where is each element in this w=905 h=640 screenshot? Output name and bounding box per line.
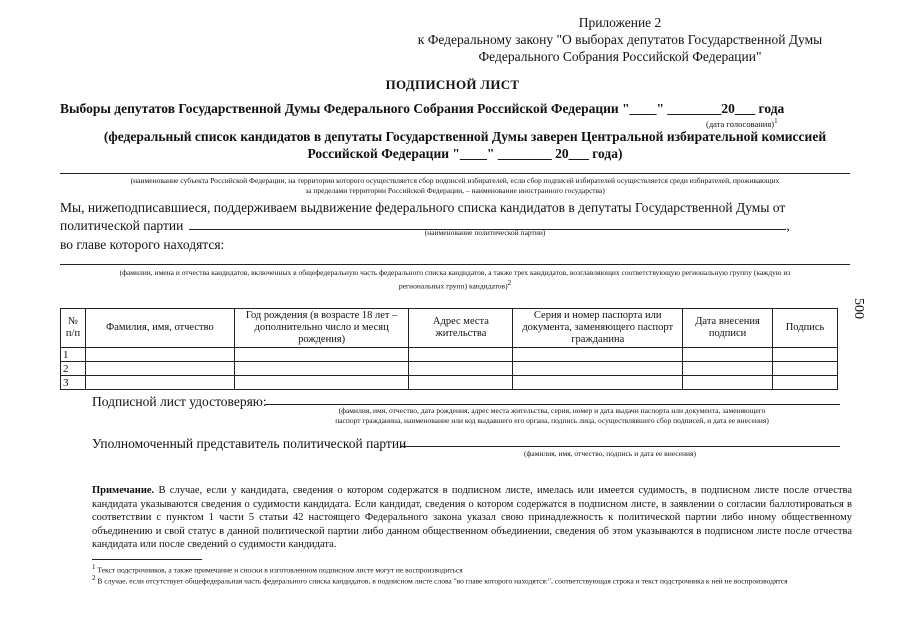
support-line1: Мы, нижеподписавшиеся, поддерживаем выдвижение федерального списка кандидатов в депутаты Государственной Думы от bbox=[60, 200, 786, 215]
table-row bbox=[61, 376, 838, 390]
note-paragraph bbox=[92, 484, 852, 552]
elections-line: Выборы депутатов Государственной Думы Федерального Собрания Российской Федерации "____" ________20___ года bbox=[60, 101, 785, 116]
candidates-field-line[interactable] bbox=[60, 264, 850, 265]
footnote-1: $^1$ Текст подстрочников, а также примечание и сноски в изготовленном подписном листе могут не воспроизводиться bbox=[92, 563, 463, 575]
row-number: 3 bbox=[61, 376, 86, 390]
note-text: В случае, если у кандидата, сведения о котором содержатся в подписном листе, имелась или имеется судимость, в подписном листе после отчества кандидата указываются сведения о судимости кандидата. Если кандидат, сведения о котором содержатся в подписном листе, в заявлении о согласии баллотироваться в соответствии с пунктом 1 части 5 статьи 42 настоящего Федерального закона указал свою принадлежность к политической партии либо иному общественному объединению и свой статус в данной политической партии либо данном общественном объединении, сведения об этом указываются в подписном листе после отчества кандидата или после сведений о судимости кандидата. bbox=[92, 485, 853, 550]
cell-signature[interactable] bbox=[773, 362, 838, 376]
support-line2: политической партии , bbox=[60, 218, 790, 233]
table-row bbox=[61, 348, 838, 362]
signatures-table bbox=[60, 308, 838, 390]
cell-birth-year[interactable] bbox=[234, 376, 409, 390]
col-full-name: Фамилия, имя, отчество bbox=[85, 309, 234, 348]
row-number: 2 bbox=[61, 362, 86, 376]
col-signature-date: Дата внесения подписи bbox=[683, 309, 773, 348]
cell-signature[interactable] bbox=[773, 348, 838, 362]
federal-list-line1: (федеральный список кандидатов в депутаты Государственной Думы заверен Центральной избирательной комиссией bbox=[103, 129, 827, 144]
cell-address[interactable] bbox=[409, 362, 513, 376]
table-header-row bbox=[61, 309, 838, 348]
representative-caption: (фамилия, имя, отчество, подпись и дата ее внесения) bbox=[524, 449, 696, 458]
appendix-line2: к Федеральному закону "О выборах депутатов Государственной Думы bbox=[417, 32, 823, 47]
document-title: ПОДПИСНОЙ ЛИСТ bbox=[385, 77, 520, 92]
cell-address[interactable] bbox=[409, 376, 513, 390]
col-number: № п/п bbox=[61, 309, 86, 348]
col-signature: Подпись bbox=[773, 309, 838, 348]
cell-full-name[interactable] bbox=[85, 348, 234, 362]
col-address: Адрес места жительства bbox=[409, 309, 513, 348]
representative-label: Уполномоченный представитель политической партии bbox=[92, 436, 407, 451]
leaders-label: во главе которого находятся: bbox=[60, 237, 225, 252]
cell-full-name[interactable] bbox=[85, 376, 234, 390]
cell-full-name[interactable] bbox=[85, 362, 234, 376]
federal-list-line2: Российской Федерации "____" ________ 20___ года) bbox=[307, 146, 623, 161]
cell-address[interactable] bbox=[409, 348, 513, 362]
certify-label: Подписной лист удостоверяю: bbox=[92, 394, 267, 409]
appendix-line1: Приложение 2 bbox=[578, 15, 662, 30]
cell-passport[interactable] bbox=[513, 348, 683, 362]
col-birth-year: Год рождения (в возрасте 18 лет – дополнительно число и месяц рождения) bbox=[234, 309, 409, 348]
federal-list-note bbox=[70, 128, 860, 162]
candidates-caption: (фамилии, имена и отчества кандидатов, включенных в общефедеральную часть федерального списка кандидатов, а также трех кандидатов, возглавляющих соответствующую региональную группу (каждую из региональных групп) кандидатов)$^2$ bbox=[119, 268, 791, 291]
row-number: 1 bbox=[61, 348, 86, 362]
cell-birth-year[interactable] bbox=[234, 348, 409, 362]
table-row bbox=[61, 362, 838, 376]
cell-birth-year[interactable] bbox=[234, 362, 409, 376]
cell-signature[interactable] bbox=[773, 376, 838, 390]
note-label: Примечание. bbox=[92, 485, 155, 496]
subject-caption: (наименование субъекта Российской Федерации, на территории которого осуществляется сбор подписей избирателей, если сбор подписей избирателей осуществляется среди избирателей, проживающих за пределами территории Российской Федерации, – наименование иностранного государства) bbox=[130, 176, 780, 195]
footnote-2: $^2$ В случае, если отсутствует общефедеральная часть федерального списка кандидатов, в подписном листе слова "во главе которого находятся:", соответствующая строка и текст подстрочника к ней не воспроизводятся bbox=[92, 574, 788, 586]
cell-signature-date[interactable] bbox=[683, 376, 773, 390]
cell-signature-date[interactable] bbox=[683, 362, 773, 376]
cell-signature-date[interactable] bbox=[683, 348, 773, 362]
voting-date-caption: (дата голосования)$^1$ bbox=[706, 117, 778, 129]
appendix-line3: Федерального Собрания Российской Федерации" bbox=[478, 49, 762, 64]
footnote-divider bbox=[92, 559, 202, 560]
cell-passport[interactable] bbox=[513, 376, 683, 390]
cell-passport[interactable] bbox=[513, 362, 683, 376]
col-passport: Серия и номер паспорта или документа, заменяющего паспорт гражданина bbox=[513, 309, 683, 348]
representative-field-line[interactable] bbox=[400, 446, 840, 447]
appendix-header bbox=[360, 14, 880, 65]
page-number: 500 bbox=[851, 298, 866, 319]
certify-caption: (фамилия, имя, отчество, дата рождения, адрес места жительства, серия, номер и дата выдачи паспорта или документа, заменяющего паспорт гражданина, наименование или код выдавшего его органа, подпись лица, осуществлявшего сбор подписей, и дата ее внесения) bbox=[335, 406, 769, 425]
certify-field-line[interactable] bbox=[265, 404, 840, 405]
party-caption: (наименование политической партии) bbox=[424, 228, 546, 237]
subject-field-line[interactable] bbox=[60, 173, 850, 174]
